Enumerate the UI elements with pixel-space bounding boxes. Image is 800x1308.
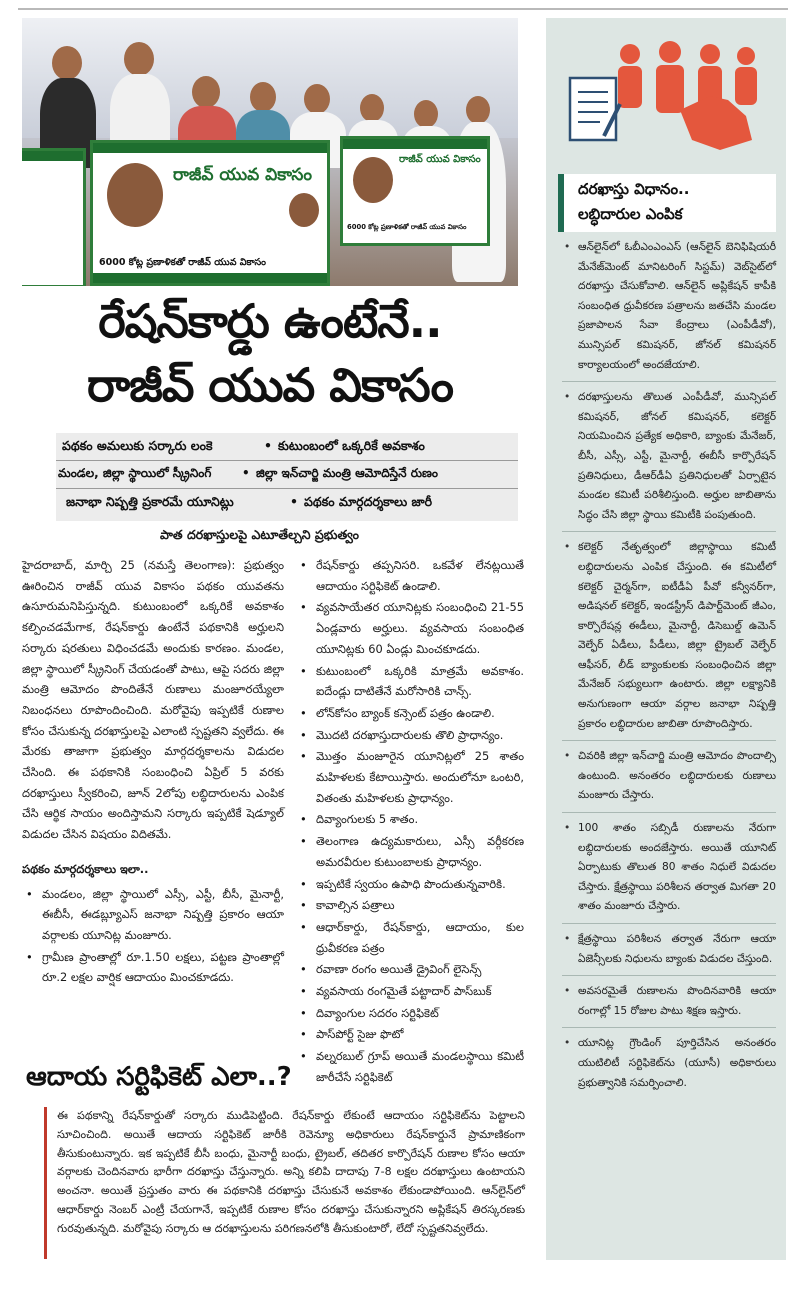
certificate-box (44, 1107, 524, 1259)
eligibility-list (296, 555, 524, 1088)
banner-subtitle: 6000 కోట్ల ప్రణాళికతో రాజీవ్ యువ వికాసం (347, 223, 467, 231)
banner-edge (22, 148, 86, 286)
banner-right (340, 136, 490, 246)
sidebar-heading-line-1: దరఖాస్తు విధానం.. (578, 180, 690, 198)
sidebar-list-item: • చివరికి జిల్లా ఇన్‌చార్జి మంత్రి ఆమోదం పొందాల్సి ఉంటుంది. అనంతరం లబ్ధిదారులకు రుణాలు మంజూరు చేస్తారు. (562, 747, 776, 813)
banner-title: రాజీవ్ యువ వికాసం (173, 165, 312, 185)
guidelines-heading: పథకం మార్గదర్శకాలు ఇలా.. (22, 861, 149, 876)
list-item: • వ్యవసాయేతర యూనిట్లకు సంబంధించి 21-55 ఏండ్లవారు అర్హులు. వ్యవసాయ సంబంధిత యూనిట్లకు 60 ఏండ్లు మించకూడదు. (296, 597, 524, 659)
list-item: • దివ్యాంగుల సదరం సర్టిఫికెట్ (296, 1003, 524, 1024)
sidebar-list-item: • క్షేత్రస్థాయి పరిశీలన తర్వాత నేరుగా ఆయా ఏజెన్సీలకు నిధులను బ్యాంకు విడుదల చేస్తుంది. (562, 930, 776, 976)
deck-item: మండల, జిల్లా స్థాయిలో స్క్రీనింగ్ (58, 466, 212, 480)
deck-item: జిల్లా ఇన్‌చార్జి మంత్రి ఆమోదిస్తేనే రుణం (256, 466, 438, 480)
article-column-2 (296, 555, 524, 1089)
list-item: • మండలం, జిల్లా స్థాయిలో ఎస్సీ, ఎస్టీ, బీసీ, మైనార్టీ, ఈబీసీ, ఈడబ్ల్యూఎస్ జనాభా నిష్పత్తి ప్రకారం ఆయా వర్గాలకు యూనిట్ల మంజూరు. (22, 884, 284, 946)
list-item: • వ్యవసాయ రంగమైతే పట్టాదార్ పాస్‌బుక్ (296, 981, 524, 1002)
event-photo (22, 18, 518, 286)
sidebar-heading-line-2: లబ్ధిదారుల ఎంపిక (578, 205, 683, 223)
list-item: • తెలంగాణ ఉద్యమకారులు, ఎస్సీ వర్గీకరణ అమరవీరుల కుటుంబాలకు ప్రాధాన్యం. (296, 831, 524, 872)
certificate-text: ఈ పథకాన్ని రేషన్‌కార్డుతో సర్కారు ముడిపెట్టింది. రేషన్‌కార్డు లేకుంటే ఆదాయం సర్టిఫికెట్‌ను పెట్టాలని సూచించింది. అయితే ఆదాయ సర్టిఫికెట్ జారీకి రెవెన్యూ అధికారులు రేషన్‌కార్డునే ప్రామాణికంగా తీసుకుంటున్నారు. ఇక ఇప్పటికే బీసీ బంధు, మైనార్టీ బంధు, ట్రైబల్, తదితర కార్పొరేషన్ రుణాల కోసం ఆయా వర్గాలకు చెందినవారు భారీగా దరఖాస్తు చేస్తున్నారు. అన్ని కలిపి దాదాపు 7-8 లక్షల దరఖాస్తులు ఉంటాయని అంచనా. అయితే ప్రస్తుతం వారు ఈ పథకానికి దరఖాస్తు చేసుకునే అవకాశం లేకుండాపోయింది. ఆన్‌లైన్‌లో ఆధార్‌కార్డు నెంబర్ ఎంట్రీ చేయగానే, ఇప్పటికే రుణాల కోసం దరఖాస్తు చేసుకున్నారని అప్లికేషన్ తిరస్కరణకు గురవుతున్నది. మరోవైపు సర్కారు ఆ దరఖాస్తులను పరిగణనలోకి తీసుకుంటారో, లేదో స్పష్టతనివ్వలేదు. (57, 1109, 525, 1235)
deck-item: జనాభా నిష్పత్తి ప్రకారమే యూనిట్లు (66, 494, 234, 509)
person-head (124, 42, 154, 76)
banner-portrait (353, 157, 393, 203)
article-column-1 (22, 555, 284, 989)
deck-item: పాత దరఖాస్తులపై ఎటూతేల్చని ప్రభుత్వం (160, 527, 359, 542)
banner-portrait-small (289, 193, 319, 227)
list-item: • గ్రామీణ ప్రాంతాల్లో రూ.1.50 లక్షలు, పట్టణ ప్రాంతాల్లో రూ.2 లక్షల వార్షిక ఆదాయం మించకూడదు. (22, 947, 284, 988)
banner-strip (22, 151, 83, 161)
guidelines-list (22, 884, 284, 989)
headline-line-2: రాజీవ్ యువ వికాసం (86, 358, 454, 412)
deck-item: పథకం అమలుకు సర్కారు లంకె (62, 438, 213, 453)
deck-item: కుటుంబంలో ఒక్కరికే అవకాశం (278, 438, 425, 453)
person-head (192, 76, 220, 108)
sidebar-list-item: • దరఖాస్తులను తొలుత ఎంపీడీవో, మున్సిపల్ కమిషనర్, జోనల్ కమిషనర్, కలెక్టర్ నియమించిన ప్రత్యేక అధికారి, బ్యాంకు మేనేజర్, బీసీ, ఎస్సీ, ఎస్టీ, మైనార్టీ, ఈబీసీ కార్పొరేషన్ ప్రతినిధులు, డీఆర్‌డీఏ ప్రతినిధులతో ఏర్పాటైన మండల కమిటీ పరిశీలిస్తుంది. అర్హుల జాబితాను సిద్ధం చేసి జిల్లా స్థాయి కమిటీకి పంపుతుంది. (562, 388, 776, 532)
list-item: • దివ్యాంగులకు 5 శాతం. (296, 809, 524, 830)
people-icon (560, 40, 770, 160)
top-rule (18, 8, 788, 10)
deck-item: పథకం మార్గదర్శకాలు జారీ (304, 494, 433, 509)
list-item: • మొత్తం మంజూరైన యూనిట్లలో 25 శాతం మహిళలకు కేటాయిస్తారు. అందులోనూ ఒంటరి, వితంతు మహిళలకు ప్రాధాన్యం. (296, 746, 524, 808)
deck-bullet: • (242, 466, 250, 480)
sidebar-list (562, 238, 776, 1105)
certificate-question-heading: ఆదాయ సర్టిఫికెట్ ఎలా..? (26, 1062, 292, 1092)
list-item: • ఇప్పటికే స్వయం ఉపాధి పొందుతున్నవారికి. (296, 874, 524, 895)
headline-line-1: రేషన్‌కార్డు ఉంటేనే.. (98, 294, 442, 348)
person-head (414, 100, 438, 128)
list-item: • మొదటి దరఖాస్తుదారులకు తొలి ప్రాధాన్యం. (296, 725, 524, 746)
article-intro: హైదరాబాద్, మార్చి 25 (నమస్తే తెలంగాణ): ప్రభుత్వం ఊరించిన రాజీవ్ యువ వికాసం పథకం యువతను ఉసూరుమనిపిస్తున్నది. కుటుంబంలో ఒక్కరికే అవకాశం కల్పించడమేగాక, రేషన్‌కార్డు ఉంటేనే పథకానికి అర్హులని సర్కారు షరతులు విధించడమే అందుకు కారణం. మండల, జిల్లా స్థాయిలో స్క్రీనింగ్ చేయడంతో పాటు, ఆపై సదరు జిల్లా మంత్రి ఆమోదం పొందితేనే రుణాలు మంజూరయ్యేలా నిబంధనలు రూపొందించింది. మరోవైపు ఇప్పటికే రుణాల కోసం చేసుకున్న దరఖాస్తులపై ఎలాంటి స్పష్టతని వ్వలేదు. ఈ మేరకు తాజాగా ప్రభుత్వం మార్గదర్శకాలను విడుదల చేసింది. ఈ పథకానికి సంబంధించి ఏప్రిల్ 5 వరకు దరఖాస్తులు స్వీకరించి, జూన్ 2లోపు లబ్ధిదారులను ఎంపిక చేసి ఆర్థిక సాయం అందిస్తామని సర్కారు ఇప్పటికే షెడ్యూల్ విడుదల చేసిన విషయం విదితమే. (22, 558, 284, 842)
sidebar-list-item: • అవసరమైతే రుణాలను పొందినవారికి ఆయా రంగాల్లో 15 రోజుల పాటు శిక్షణ ఇస్తారు. (562, 982, 776, 1028)
document-pen-icon (570, 78, 620, 140)
person-head (304, 84, 330, 114)
person-head (466, 96, 490, 124)
list-item: • పాస్‌పోర్ట్ సైజు ఫొటో (296, 1024, 524, 1045)
sidebar-list-item: • కలెక్టర్ నేతృత్వంలో జిల్లాస్థాయి కమిటీ లబ్ధిదారులను ఎంపిక చేస్తుంది. ఈ కమిటీలో కలెక్టర్ చైర్మన్‌గా, ఐటీడీఏ పీవో కన్వీనర్‌గా, అడిషనల్ కలెక్టర్, ఇండస్ట్రీస్ డిపార్ట్‌మెంట్ జీఎం, కార్పొరేషన్ల ఈడీలు, మైనార్టీ, డిసెబుల్డ్ ఉమెన్ వెల్ఫేర్ ఏడీలు, పీడీలు, జిల్లా ట్రైబల్ వెల్ఫేర్ ఆఫీసర్, లీడ్ బ్యాంకులకు సంబంధించిన జిల్లా మేనేజర్ సభ్యులుగా ఉంటారు. జిల్లా లక్ష్యానికి అనుగుణంగా ఆయా వర్గాల జనాభా నిష్పత్తి ప్రకారం లబ్ధిదారుల జాబితా రూపొందిస్తారు. (562, 538, 776, 741)
deck-divider (56, 488, 518, 489)
banner-strip (93, 143, 327, 153)
deck-divider (56, 460, 518, 461)
sidebar-list-item: • 100 శాతం సబ్సిడీ రుణాలను నేరుగా లబ్ధిదారులకు అందజేస్తారు. అయితే యూనిట్ ఏర్పాటుకు తొలుత 80 శాతం నిధులే విడుదల చేస్తారు. క్షేత్రస్థాయి పరిశీలన తర్వాత మిగతా 20 శాతం మంజూరు చేస్తారు. (562, 819, 776, 924)
sidebar-list-item: • ఆన్‌లైన్‌లో ఓబీఎంఎంఎస్ (ఆన్‌లైన్ బెనిఫిషియరీ మేనేజ్‌మెంట్ మానిటరింగ్ సిస్టమ్) వెబ్‌సైట్‌లో దరఖాస్తు చేసుకోవాలి. ఆన్‌లైన్ అప్లికేషన్ కాపీకి సంబంధిత ధ్రువీకరణ పత్రాలను జతచేసి మండల ప్రజాపాలన సేవా కేంద్రాలు (ఎంపీడీవో), మున్సిపల్ కమిషనర్, జోనల్ కమిషనర్ కార్యాలయంలో అందజేయాలి. (562, 238, 776, 382)
banner-portrait (107, 163, 163, 227)
sidebar-list-item: • యూనిట్ల గ్రౌండింగ్ పూర్తిచేసిన అనంతరం యుటిలిటీ సర్టిఫికెట్‌ను (యూసీ) అధికారులు ప్రభుత్వానికి సమర్పించాలి. (562, 1034, 776, 1099)
banner-subtitle: 6000 కోట్ల ప్రణాళికతో రాజీవ్ యువ వికాసం (99, 257, 266, 268)
banner-strip (93, 273, 327, 283)
list-item: • లోన్‌కోసం బ్యాంక్ కన్సెంట్ పత్రం ఉండాలి. (296, 703, 524, 724)
person-head (52, 46, 82, 80)
list-item: • వల్నరబుల్ గ్రూప్ అయితే మండలస్థాయి కమిటీ జారీచేసే సర్టిఫికెట్ (296, 1046, 524, 1087)
deck-bullet: • (290, 494, 298, 509)
deck-bullet: • (264, 438, 272, 453)
person-head (360, 94, 384, 122)
list-item: • రవాణా రంగం అయితే డ్రైవింగ్ లైసెన్స్ (296, 959, 524, 980)
person-head (250, 82, 276, 112)
banner-strip (343, 139, 487, 149)
list-item: • ఆధార్‌కార్డు, రేషన్‌కార్డు, ఆదాయం, కుల ధ్రువీకరణ పత్రం (296, 917, 524, 958)
list-item: • కావాల్సిన పత్రాలు (296, 895, 524, 916)
list-item: • రేషన్‌కార్డు తప్పనిసరి. ఒకవేళ లేనట్లయితే ఆదాయం సర్టిఫికెట్ ఉండాలి. (296, 555, 524, 596)
list-item: • కుటుంబంలో ఒక్కరికి మాత్రమే అవకాశం. ఐదేండ్లు దాటితేనే మరోసారికి చాన్స్. (296, 661, 524, 702)
banner-title: రాజీవ్ యువ వికాసం (399, 154, 481, 165)
sidebar-heading-box (558, 174, 776, 232)
banner-left (90, 140, 330, 286)
